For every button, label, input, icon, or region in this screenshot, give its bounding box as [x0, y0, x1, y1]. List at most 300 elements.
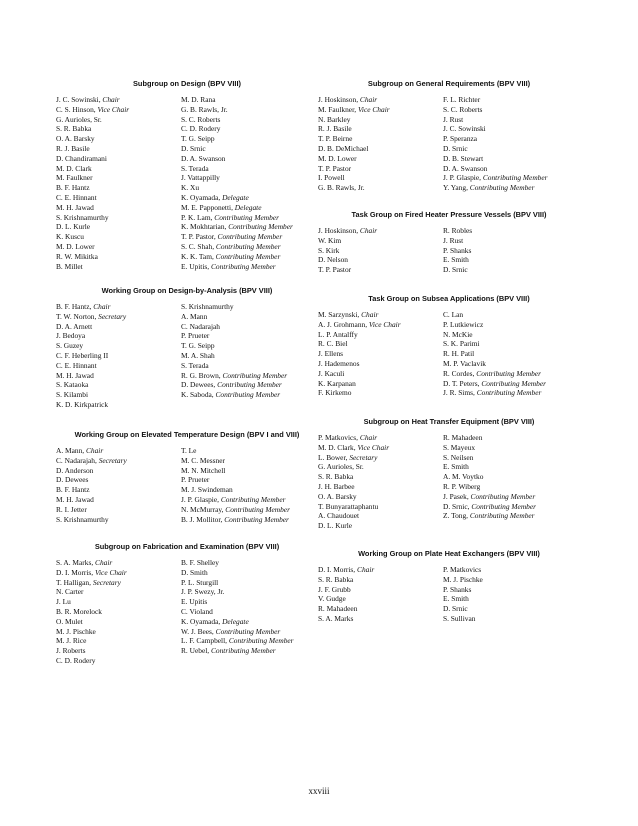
member-name: S. Krishnamurthy: [56, 212, 109, 222]
member-column: [318, 95, 443, 193]
member-entry: [318, 330, 443, 340]
member-name: J. Roberts: [56, 646, 86, 656]
member-column: [56, 446, 181, 524]
member-role: Delegate: [234, 202, 262, 212]
member-entry: [443, 492, 580, 502]
member-entry: [56, 302, 181, 312]
member-entry: [181, 213, 318, 223]
member-entry: [443, 226, 580, 236]
member-entry: [181, 587, 318, 597]
member-entry: [56, 446, 181, 456]
member-entry: [56, 322, 181, 332]
member-entry: [181, 203, 318, 213]
member-entry: [181, 331, 318, 341]
member-role: Vice Chair: [97, 104, 130, 114]
member-name: T. P. Beirne: [318, 134, 353, 144]
member-name: J. C. Sowinski,: [56, 95, 101, 104]
member-name: M. J. Swindeman: [181, 485, 233, 495]
member-entry: [443, 604, 580, 614]
member-entry: [56, 495, 181, 505]
member-name: M. D. Rana: [181, 95, 216, 104]
member-entry: [443, 482, 580, 492]
member-entry: [181, 322, 318, 332]
member-name: B. F. Hantz,: [56, 302, 92, 311]
section-title: Subgroup on Design (BPV VIII): [133, 79, 241, 88]
section-title: Subgroup on Heat Transfer Equipment (BPV VIII): [363, 417, 535, 426]
member-entry: [181, 312, 318, 322]
member-name: P. Matkovics: [443, 565, 482, 574]
member-entry: [181, 371, 318, 381]
member-name: N. Barkley: [318, 114, 351, 124]
member-list: [318, 310, 580, 398]
member-name: O. A. Barsky: [318, 491, 357, 501]
member-name: M. D. Lower: [318, 153, 357, 163]
member-name: K. Karpanan: [318, 378, 356, 388]
member-entry: [318, 388, 443, 398]
member-name: J. H. Barbee: [318, 481, 355, 491]
member-entry: [56, 193, 181, 203]
member-entry: [181, 232, 318, 242]
member-entry: [443, 246, 580, 256]
member-entry: [318, 585, 443, 595]
member-entry: [443, 379, 580, 389]
member-name: S. Krishnamurthy: [56, 514, 109, 524]
member-list: [56, 446, 318, 524]
member-name: D. Dewees: [56, 475, 89, 485]
member-name: A. Mann: [181, 311, 208, 321]
member-name: C. E. Hinnant: [56, 360, 97, 370]
member-role: Contributing Member: [214, 212, 279, 222]
member-name: J. Bedoya: [56, 331, 86, 341]
member-name: J. Vattappilly: [181, 173, 220, 183]
member-entry: [181, 446, 318, 456]
member-entry: [443, 339, 580, 349]
member-entry: [443, 502, 580, 512]
member-entry: [443, 105, 580, 115]
member-column: [56, 95, 181, 271]
member-entry: [56, 351, 181, 361]
member-name: R. J. Basile: [318, 124, 352, 134]
member-entry: [56, 578, 181, 588]
member-entry: [56, 636, 181, 646]
member-entry: [443, 369, 580, 379]
member-entry: [56, 505, 181, 515]
member-role: Chair: [85, 446, 104, 455]
member-role: Contributing Member: [476, 388, 542, 398]
member-name: P. Prueter: [181, 331, 210, 341]
member-entry: [56, 164, 181, 174]
member-entry: [181, 302, 318, 312]
member-entry: [318, 604, 443, 614]
member-name: T. Halligan,: [56, 577, 91, 587]
member-name: I. Powell: [318, 173, 345, 183]
member-column: [443, 565, 580, 624]
member-name: D. Srnic: [181, 143, 206, 153]
member-name: K. Saboda,: [181, 390, 214, 400]
member-name: S. Kataoka: [56, 380, 89, 390]
member-name: G. B. Rawls, Jr.: [181, 104, 228, 114]
member-name: E. Smith: [443, 594, 469, 604]
member-name: M. H. Jawad: [56, 370, 94, 380]
member-entry: [181, 341, 318, 351]
member-entry: [318, 379, 443, 389]
member-entry: [56, 331, 181, 341]
member-role: Contributing Member: [481, 378, 546, 388]
member-name: E. Upitis,: [181, 261, 210, 271]
member-role: Contributing Member: [215, 626, 281, 636]
member-entry: [318, 183, 443, 193]
member-entry: [181, 456, 318, 466]
member-name: J. P. Swezy, Jr.: [181, 587, 225, 597]
member-entry: [56, 646, 181, 656]
member-entry: [443, 144, 580, 154]
member-entry: [443, 330, 580, 340]
member-column: [318, 226, 443, 275]
member-entry: [443, 511, 580, 521]
member-name: V. Gudge: [318, 594, 346, 604]
member-name: R. I. Jetter: [56, 504, 87, 514]
member-role: Contributing Member: [222, 370, 288, 380]
member-name: R. Robles: [443, 226, 473, 235]
member-list: [56, 95, 318, 271]
member-name: C. F. Heberling II: [56, 350, 109, 360]
member-entry: [443, 359, 580, 369]
member-entry: [56, 380, 181, 390]
member-role: Contributing Member: [228, 222, 293, 232]
member-entry: [181, 578, 318, 588]
member-column: [443, 226, 580, 275]
member-name: J. Hademenos: [318, 358, 360, 368]
member-name: J. R. Sims,: [443, 388, 475, 398]
member-column: [181, 558, 318, 666]
member-entry: [181, 134, 318, 144]
member-name: D. Srnic: [443, 143, 468, 153]
committee-section: [318, 294, 580, 398]
section-title: Working Group on Design-by-Analysis (BPV VIII): [101, 286, 273, 295]
member-entry: [318, 255, 443, 265]
member-entry: [181, 568, 318, 578]
member-entry: [443, 575, 580, 585]
member-name: W. Kim: [318, 235, 342, 245]
member-role: Chair: [361, 310, 379, 319]
section-title: Subgroup on General Requirements (BPV VIII): [367, 79, 531, 88]
member-name: S. Terada: [181, 360, 209, 370]
member-entry: [181, 164, 318, 174]
member-name: S. Kilambi: [56, 390, 89, 400]
member-entry: [318, 265, 443, 275]
member-name: B. F. Hantz: [56, 183, 90, 193]
member-name: M. H. Jawad: [56, 494, 94, 504]
member-entry: [181, 380, 318, 390]
member-entry: [56, 173, 181, 183]
member-name: T. P. Pastor: [318, 163, 352, 173]
member-name: M. E. Papponetti,: [181, 202, 233, 212]
member-entry: [181, 558, 318, 568]
member-entry: [56, 124, 181, 134]
member-column: [443, 310, 580, 398]
member-name: J. Rust: [443, 114, 464, 124]
member-name: P. Prueter: [181, 475, 210, 485]
member-entry: [318, 492, 443, 502]
member-name: D. Srnic,: [443, 501, 470, 511]
member-entry: [56, 252, 181, 262]
member-name: D. B. DeMichael: [318, 143, 369, 153]
member-name: M. Faulkner,: [318, 104, 357, 114]
member-role: Contributing Member: [217, 232, 283, 242]
member-entry: [56, 134, 181, 144]
member-entry: [181, 115, 318, 125]
member-entry: [443, 614, 580, 624]
member-entry: [56, 341, 181, 351]
member-column: [318, 433, 443, 531]
member-entry: [56, 262, 181, 272]
member-list: [318, 433, 580, 531]
member-entry: [318, 614, 443, 624]
member-entry: [181, 262, 318, 272]
member-name: T. P. Pastor,: [181, 232, 216, 242]
member-name: K. Kuscu: [56, 232, 84, 242]
committee-section: [56, 286, 318, 410]
member-name: N. McMurray,: [181, 504, 224, 514]
member-entry: [56, 475, 181, 485]
member-role: Delegate: [222, 192, 249, 202]
member-column: [443, 95, 580, 193]
member-name: A. M. Voytko: [443, 472, 484, 482]
member-entry: [318, 472, 443, 482]
member-entry: [181, 351, 318, 361]
member-entry: [318, 144, 443, 154]
member-name: D. L. Kurle: [56, 222, 91, 232]
member-entry: [56, 587, 181, 597]
member-name: T. G. Seipp: [181, 341, 215, 351]
member-name: J. Hoskinson,: [318, 95, 359, 104]
member-name: S. Guzey: [56, 341, 84, 351]
committee-section: [318, 210, 580, 275]
member-name: S. Mayeux: [443, 442, 476, 452]
member-entry: [181, 597, 318, 607]
member-role: Chair: [359, 226, 378, 235]
member-name: S. A. Marks,: [56, 558, 94, 567]
member-name: T. G. Seipp: [181, 134, 215, 144]
section-title: Working Group on Plate Heat Exchangers (BPV VIII): [358, 549, 540, 558]
member-entry: [443, 95, 580, 105]
member-role: Contributing Member: [476, 368, 541, 378]
member-name: D. Srnic: [443, 604, 468, 614]
member-name: K. Oyamada,: [181, 616, 221, 626]
member-role: Contributing Member: [215, 390, 281, 400]
member-entry: [181, 242, 318, 252]
member-name: P. Shanks: [443, 245, 472, 255]
committee-section: [56, 430, 318, 524]
member-name: M. D. Clark,: [318, 442, 356, 452]
member-name: L. P. Antalffy: [318, 329, 358, 339]
section-title: Working Group on Elevated Temperature Design (BPV I and VIII): [74, 430, 300, 439]
member-entry: [56, 115, 181, 125]
committee-section: [56, 79, 318, 271]
member-name: M. A. Shah: [181, 350, 215, 360]
member-role: Vice Chair: [357, 104, 390, 114]
member-entry: [318, 236, 443, 246]
member-entry: [56, 485, 181, 495]
member-entry: [181, 607, 318, 617]
member-role: Contributing Member: [217, 380, 282, 390]
member-name: B. F. Shelley: [181, 558, 220, 567]
member-column: [318, 310, 443, 398]
member-name: D. Nelson: [318, 255, 348, 265]
member-name: G. B. Rawls, Jr.: [318, 183, 365, 193]
member-entry: [181, 475, 318, 485]
member-entry: [443, 443, 580, 453]
member-name: M. J. Pischke: [56, 626, 96, 636]
member-entry: [443, 349, 580, 359]
member-name: M. Sarzynski,: [318, 310, 360, 319]
member-entry: [318, 105, 443, 115]
member-entry: [318, 124, 443, 134]
member-entry: [318, 575, 443, 585]
member-name: P. Matkovics,: [318, 433, 359, 442]
member-name: P. Shanks: [443, 584, 472, 594]
member-role: Chair: [93, 302, 111, 311]
member-name: D. L. Kurle: [318, 521, 353, 531]
member-role: Contributing Member: [211, 261, 276, 271]
member-name: D. I. Morris,: [56, 567, 94, 577]
member-entry: [56, 154, 181, 164]
member-name: L. Bower,: [318, 452, 348, 462]
member-name: D. A. Swanson: [181, 153, 226, 163]
member-name: S. Neilsen: [443, 452, 474, 462]
member-name: S. Kirk: [318, 245, 340, 255]
member-entry: [443, 585, 580, 595]
member-entry: [443, 462, 580, 472]
member-name: D. A. Arnett: [56, 321, 93, 331]
member-entry: [181, 144, 318, 154]
member-name: K. K. Tam,: [181, 251, 214, 261]
member-name: S. C. Roberts: [181, 114, 221, 124]
member-entry: [56, 568, 181, 578]
member-entry: [318, 462, 443, 472]
member-entry: [181, 636, 318, 646]
member-entry: [181, 515, 318, 525]
committee-section: [318, 417, 580, 531]
member-name: P. L. Sturgill: [181, 577, 219, 587]
member-name: P. Lutkiewicz: [443, 319, 484, 329]
member-entry: [56, 242, 181, 252]
member-role: Chair: [359, 95, 378, 104]
member-name: D. Dewees,: [181, 380, 216, 390]
member-entry: [443, 265, 580, 275]
member-role: Contributing Member: [228, 636, 294, 646]
member-entry: [56, 203, 181, 213]
member-entry: [181, 193, 318, 203]
member-entry: [318, 594, 443, 604]
member-name: D. Srnic: [443, 265, 468, 275]
member-name: K. Xu: [181, 183, 200, 193]
member-name: R. J. Basile: [56, 143, 90, 153]
member-name: S. Sullivan: [443, 613, 476, 623]
member-name: B. F. Hantz: [56, 485, 90, 495]
member-role: Contributing Member: [470, 491, 536, 501]
member-entry: [318, 482, 443, 492]
member-role: Vice Chair: [95, 567, 127, 577]
member-name: M. Faulkner: [56, 173, 93, 183]
member-name: C. E. Hinnant: [56, 192, 97, 202]
member-name: E. Smith: [443, 462, 469, 472]
member-entry: [56, 312, 181, 322]
member-entry: [443, 255, 580, 265]
member-name: R. G. Brown,: [181, 370, 221, 380]
member-role: Contributing Member: [220, 494, 286, 504]
member-entry: [181, 466, 318, 476]
member-column: [56, 302, 181, 410]
member-name: D. Anderson: [56, 465, 94, 475]
member-name: C. D. Rodery: [181, 124, 221, 134]
member-role: Vice Chair: [368, 319, 401, 329]
member-name: S. Krishnamurthy: [181, 302, 234, 311]
member-entry: [181, 154, 318, 164]
member-entry: [181, 646, 318, 656]
member-role: Secretary: [92, 577, 121, 587]
member-name: B. R. Morelock: [56, 606, 102, 616]
member-name: J. Kaculi: [318, 368, 345, 378]
member-name: S. Terada: [181, 163, 209, 173]
member-name: R. H. Patil: [443, 349, 475, 359]
member-entry: [443, 154, 580, 164]
member-entry: [56, 371, 181, 381]
member-list: [318, 565, 580, 624]
member-entry: [56, 515, 181, 525]
member-list: [56, 302, 318, 410]
member-entry: [56, 456, 181, 466]
member-entry: [181, 173, 318, 183]
member-role: Contributing Member: [224, 514, 289, 524]
member-name: R. P. Wiberg: [443, 481, 481, 491]
member-column: [443, 433, 580, 531]
section-title: Subgroup on Fabrication and Examination (BPV VIII): [94, 542, 280, 551]
member-name: J. Ellens: [318, 349, 344, 359]
member-entry: [181, 222, 318, 232]
member-entry: [56, 607, 181, 617]
member-name: J. P. Glaspie,: [443, 173, 481, 183]
member-name: J. Lu: [56, 597, 71, 607]
member-entry: [318, 502, 443, 512]
member-name: Y. Yang,: [443, 183, 468, 193]
member-name: D. A. Swanson: [443, 163, 488, 173]
member-name: Z. Tong,: [443, 511, 469, 521]
member-name: C. Nadarajah: [181, 321, 220, 331]
member-name: M. H. Jawad: [56, 202, 94, 212]
member-name: N. Carter: [56, 587, 84, 597]
member-role: Chair: [102, 95, 120, 104]
member-name: M. P. Vaclavik: [443, 358, 486, 368]
member-entry: [56, 232, 181, 242]
member-entry: [181, 105, 318, 115]
member-entry: [318, 95, 443, 105]
member-entry: [56, 627, 181, 637]
member-name: J. P. Glaspie,: [181, 494, 219, 504]
member-name: M. D. Lower: [56, 241, 95, 251]
member-name: O. Mulet: [56, 616, 83, 626]
member-name: K. D. Kirkpatrick: [56, 399, 109, 409]
member-name: C. Lan: [443, 310, 464, 319]
member-entry: [181, 485, 318, 495]
member-entry: [443, 594, 580, 604]
member-role: Chair: [359, 433, 378, 442]
member-entry: [318, 134, 443, 144]
member-entry: [181, 95, 318, 105]
member-name: R. Cordes,: [443, 368, 475, 378]
member-role: Delegate: [222, 616, 249, 626]
member-name: E. Upitis: [181, 597, 208, 607]
